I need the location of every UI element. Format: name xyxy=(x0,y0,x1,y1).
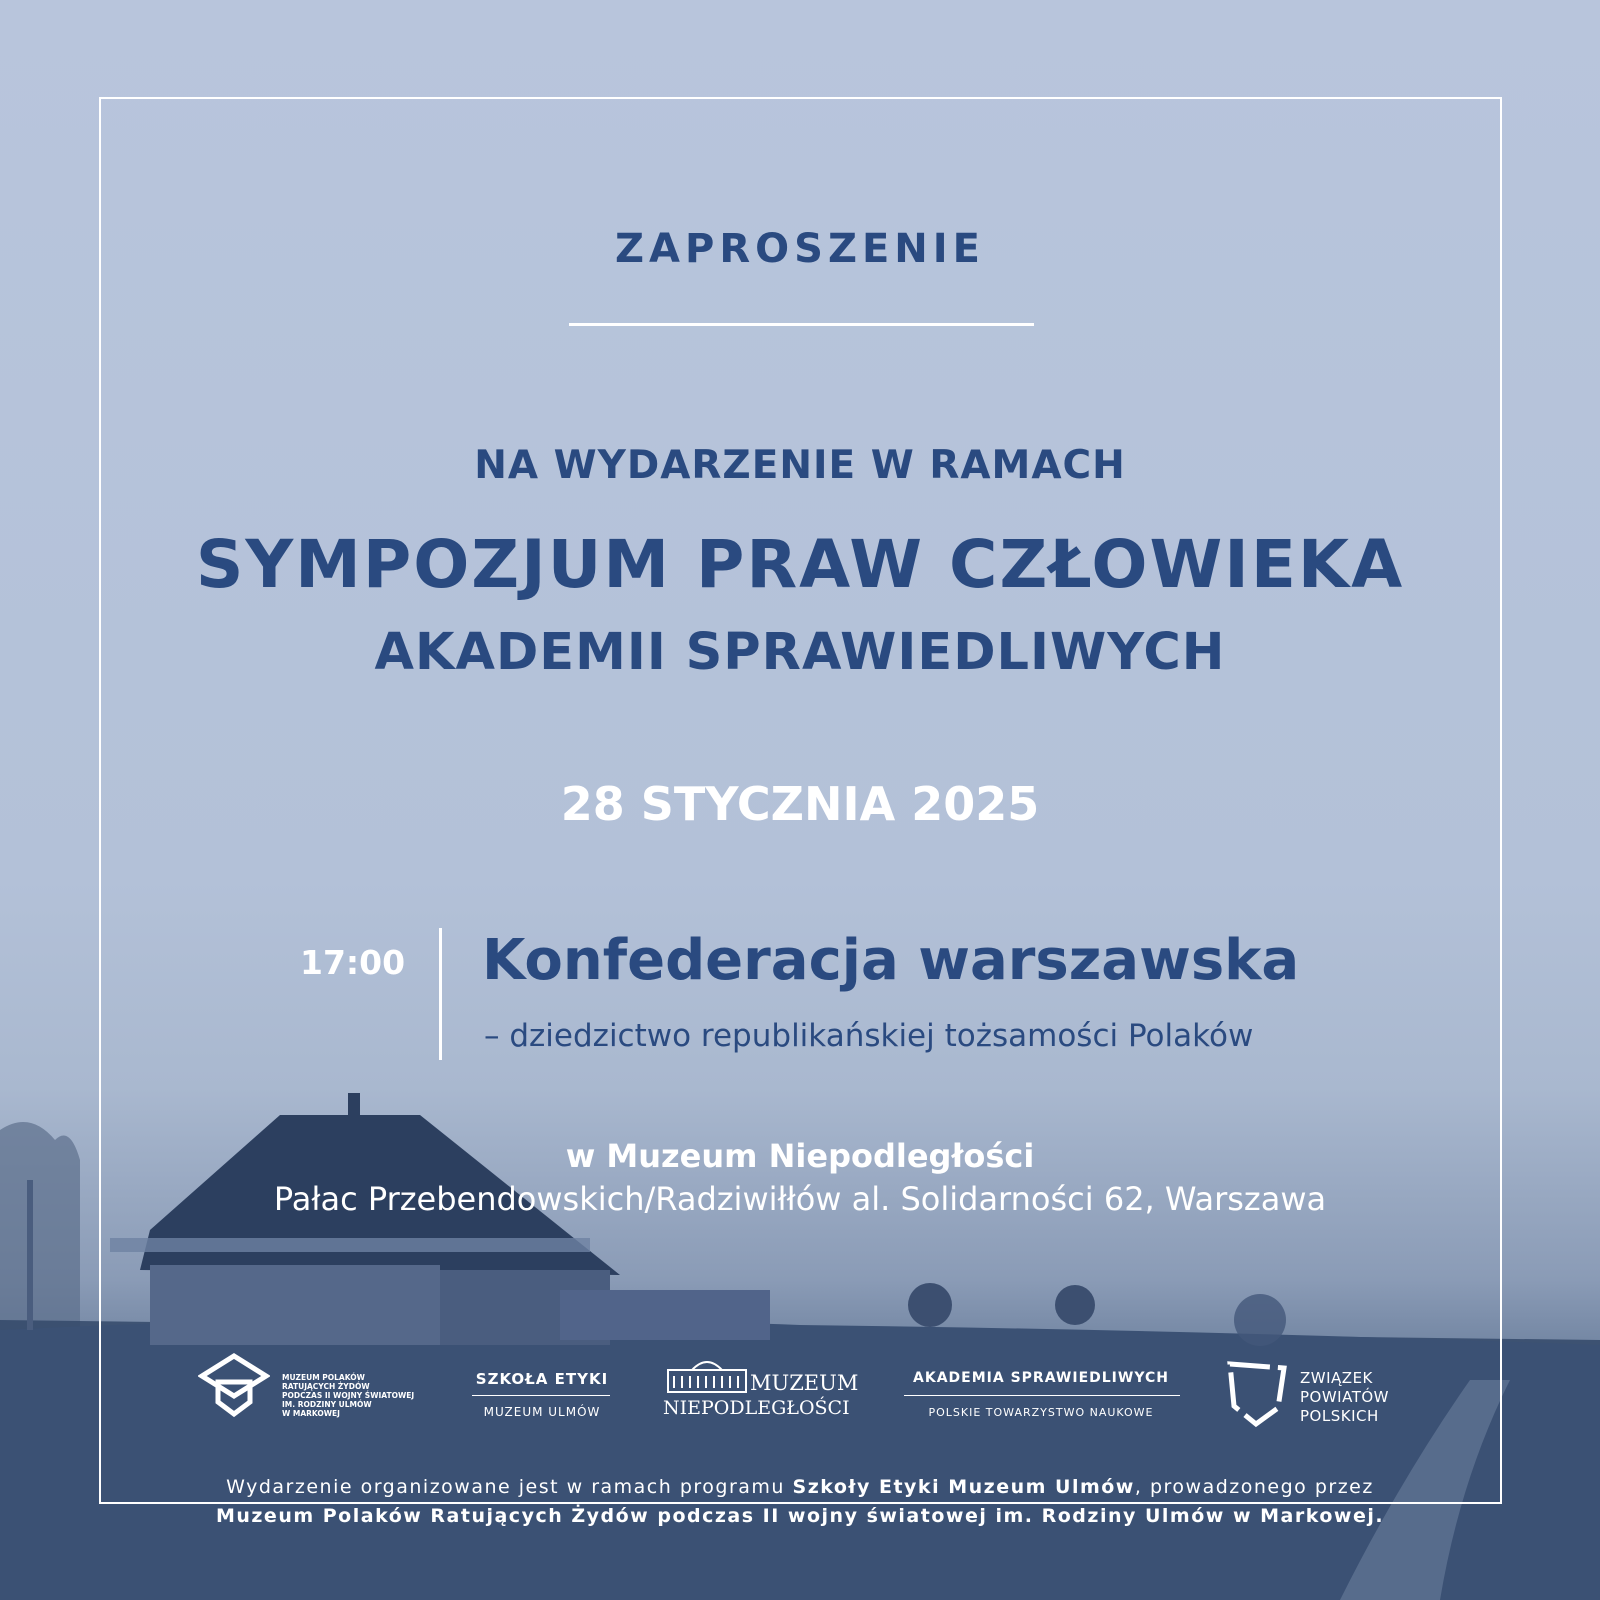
title-divider xyxy=(569,323,1034,326)
school-title: SZKOŁA ETYKI xyxy=(475,1370,609,1388)
footer-program-name: Szkoły Etyki Muzeum Ulmów xyxy=(792,1476,1135,1498)
event-date: 28 STYCZNIA 2025 xyxy=(560,777,1040,831)
shield-icon xyxy=(1224,1358,1290,1428)
footer-line-2: Muzeum Polaków Ratujących Żydów podczas II wojny światowej im. Rodziny Ulmów w Markowej. xyxy=(215,1505,1385,1527)
ulma-line-1: MUZEUM POLAKÓW xyxy=(282,1373,365,1382)
talk-title: Konfederacja warszawska xyxy=(482,928,1300,993)
venue-address: Pałac Przebendowskich/Radziwiłłów al. Solidarności 62, Warszawa xyxy=(273,1180,1327,1218)
niepodleglosci-top: MUZEUM xyxy=(750,1371,859,1395)
school-subtitle: MUZEUM ULMÓW xyxy=(483,1405,601,1419)
niepodleglosci-bottom: NIEPODLEGŁOŚCI xyxy=(663,1397,850,1419)
footer-text-pre: Wydarzenie organizowane jest w ramach programu xyxy=(226,1476,793,1498)
palace-icon xyxy=(664,1354,750,1394)
ulma-line-5: W MARKOWEJ xyxy=(282,1409,340,1418)
zpp-line-3: POLSKICH xyxy=(1300,1407,1379,1425)
academy-title: AKADEMIA SPRAWIEDLIWYCH xyxy=(913,1370,1169,1386)
ulma-line-2: RATUJĄCYCH ŻYDÓW xyxy=(282,1382,370,1391)
event-organizer: AKADEMII SPRAWIEDLIWYCH xyxy=(374,623,1226,682)
event-intro: NA WYDARZENIE W RAMACH xyxy=(474,443,1126,488)
talk-subtitle: – dziedzictwo republikańskiej tożsamości Polaków xyxy=(484,1018,1254,1054)
academy-subtitle: POLSKIE TOWARZYSTWO NAUKOWE xyxy=(928,1406,1154,1419)
school-divider xyxy=(472,1395,610,1396)
invitation-title: ZAPROSZENIE xyxy=(615,226,985,272)
ulma-line-4: IM. RODZINY ULMÓW xyxy=(282,1400,372,1409)
ulma-museum-icon xyxy=(198,1352,270,1418)
ulma-line-3: PODCZAS II WOJNY ŚWIATOWEJ xyxy=(282,1391,415,1400)
footer-line-1 xyxy=(0,1476,1600,1498)
talk-time: 17:00 xyxy=(300,943,406,982)
zpp-line-2: POWIATÓW xyxy=(1300,1388,1390,1406)
event-name: SYMPOZJUM PRAW CZŁOWIEKA xyxy=(195,526,1405,603)
academy-divider xyxy=(904,1395,1180,1396)
time-divider xyxy=(439,928,442,1060)
zpp-line-1: ZWIĄZEK xyxy=(1300,1369,1373,1387)
footer-text-post: , prowadzonego przez xyxy=(1134,1476,1374,1498)
venue-name: w Muzeum Niepodległości xyxy=(565,1137,1035,1175)
